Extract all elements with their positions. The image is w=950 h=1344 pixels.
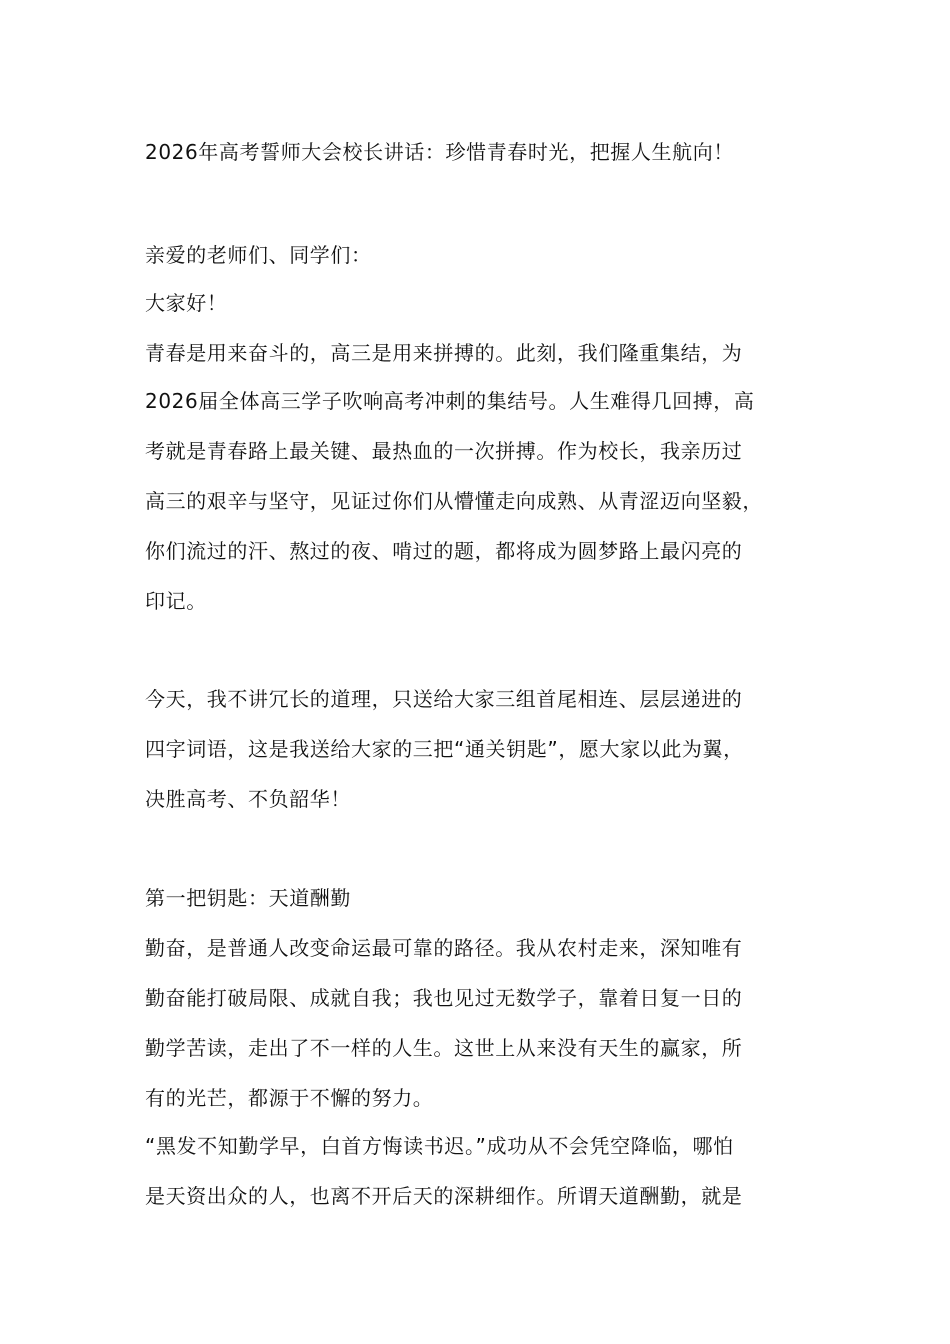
paragraph-line: 2026届全体高三学子吹响高考冲刺的集结号。人生难得几回搏，高 xyxy=(145,389,755,413)
paragraph-line: “黑发不知勤学早，白首方悔读书迟。”成功从不会凭空降临，哪怕 xyxy=(145,1134,734,1158)
paragraph-line: 印记。 xyxy=(145,589,207,613)
paragraph-line: 是天资出众的人，也离不开后天的深耕细作。所谓天道酬勤，就是 xyxy=(145,1184,743,1208)
paragraph-line: 你们流过的汗、熬过的夜、啃过的题，都将成为圆梦路上最闪亮的 xyxy=(145,539,743,563)
document-title: 2026年高考誓师大会校长讲话：珍惜青春时光，把握人生航向！ xyxy=(145,140,734,164)
paragraph-line: 四字词语，这是我送给大家的三把“通关钥匙”，愿大家以此为翼， xyxy=(145,737,744,761)
section-heading: 第一把钥匙：天道酬勤 xyxy=(145,886,351,910)
paragraph-line: 勤奋，是普通人改变命运最可靠的路径。我从农村走来，深知唯有 xyxy=(145,936,743,960)
paragraph-line: 今天，我不讲冗长的道理，只送给大家三组首尾相连、层层递进的 xyxy=(145,687,743,711)
paragraph-line: 勤奋能打破局限、成就自我；我也见过无数学子，靠着日复一日的 xyxy=(145,986,743,1010)
paragraph-line: 勤学苦读，走出了不一样的人生。这世上从来没有天生的赢家，所 xyxy=(145,1036,743,1060)
greeting: 大家好！ xyxy=(145,291,228,315)
paragraph-line: 高三的艰辛与坚守，见证过你们从懵懂走向成熟、从青涩迈向坚毅， xyxy=(145,489,763,513)
paragraph-line: 有的光芒，都源于不懈的努力。 xyxy=(145,1086,434,1110)
paragraph-line: 考就是青春路上最关键、最热血的一次拼搏。作为校长，我亲历过 xyxy=(145,439,743,463)
paragraph-line: 青春是用来奋斗的，高三是用来拼搏的。此刻，我们隆重集结，为 xyxy=(145,341,743,365)
paragraph-line: 决胜高考、不负韶华！ xyxy=(145,787,351,811)
salutation: 亲爱的老师们、同学们： xyxy=(145,243,372,267)
